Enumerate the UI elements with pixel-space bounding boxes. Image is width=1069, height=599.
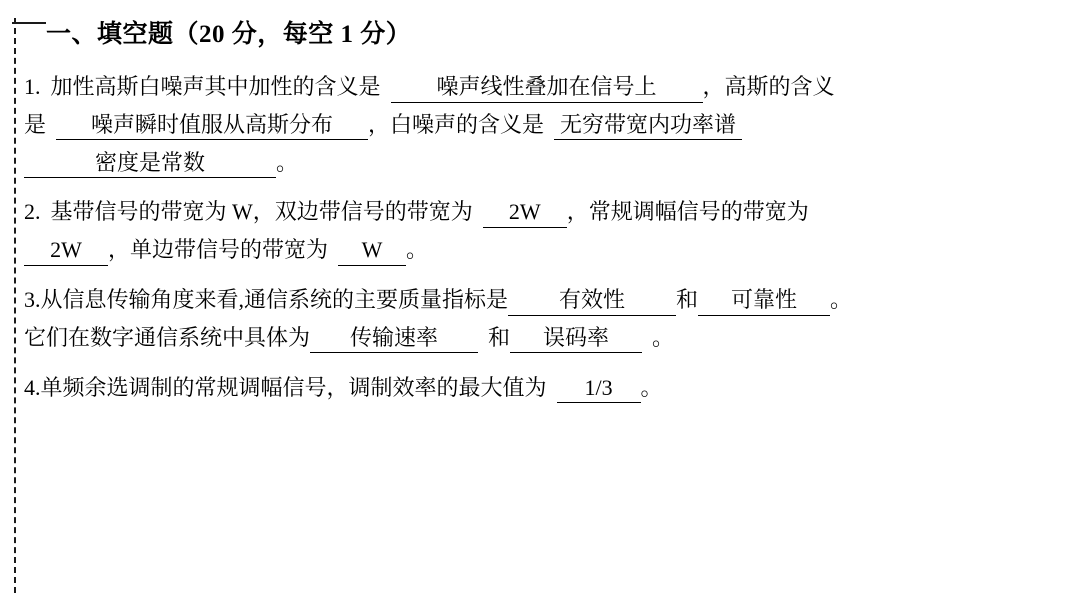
question-1-text-c: 是 [24, 111, 47, 137]
question-3-text-f: 。 [652, 324, 675, 350]
question-3-text-e: 和 [488, 324, 511, 350]
page-margin-dashed-line [14, 18, 16, 593]
question-3-text-c: 。 [830, 287, 853, 313]
question-4-number: 4. [24, 374, 41, 400]
question-2-text-d: 。 [406, 237, 429, 263]
question-1-answer-3-part-1[interactable]: 无穷带宽内功率谱 [554, 111, 742, 141]
question-2-answer-3[interactable]: W [338, 236, 406, 266]
question-3-number: 3. [24, 287, 41, 313]
question-2 [24, 193, 1059, 269]
question-3-answer-4[interactable]: 误码率 [510, 324, 642, 354]
question-1-answer-3-part-2[interactable]: 密度是常数 [24, 149, 276, 179]
question-1-text-d: ，白噪声的含义是 [368, 111, 545, 137]
question-3-text-d: 它们在数字通信系统中具体为 [24, 324, 311, 350]
question-3-answer-1[interactable]: 有效性 [508, 286, 676, 316]
question-2-number: 2. [24, 199, 41, 225]
question-2-answer-2[interactable]: 2W [24, 236, 108, 266]
question-1-answer-2[interactable]: 噪声瞬时值服从高斯分布 [56, 111, 368, 141]
question-1-text-a: 加性高斯白噪声其中加性的含义是 [50, 74, 381, 99]
question-3-answer-2[interactable]: 可靠性 [698, 286, 830, 316]
question-2-answer-1[interactable]: 2W [483, 198, 567, 228]
page-title: 一、填空题（20 分，每空 1 分） [46, 21, 412, 48]
question-3-text-b: 和 [676, 287, 699, 313]
question-3-text-a: 从信息传输角度来看,通信系统的主要质量指标是 [40, 287, 509, 313]
question-2-text-a: 基带信号的带宽为 W，双边带信号的带宽为 [50, 199, 473, 225]
question-4 [24, 369, 1059, 407]
question-2-text-b: ，常规调幅信号的带宽为 [566, 199, 809, 225]
question-3 [24, 281, 1059, 357]
question-4-text-a: 单频余选调制的常规调幅信号，调制效率的最大值为 [40, 374, 547, 400]
question-1-number: 1. [24, 74, 41, 99]
question-1-answer-1[interactable]: 噪声线性叠加在信号上 [391, 73, 703, 103]
question-1-text-e: 。 [276, 149, 299, 175]
question-4-text-b: 。 [640, 374, 663, 400]
question-3-answer-3[interactable]: 传输速率 [310, 324, 478, 354]
question-4-answer-1[interactable]: 1/3 [557, 374, 641, 404]
document-content [24, 20, 1059, 419]
question-2-text-c: ，单边带信号的带宽为 [108, 237, 329, 263]
question-1-text-b: ，高斯的含义 [702, 74, 835, 99]
question-1 [24, 68, 1059, 181]
